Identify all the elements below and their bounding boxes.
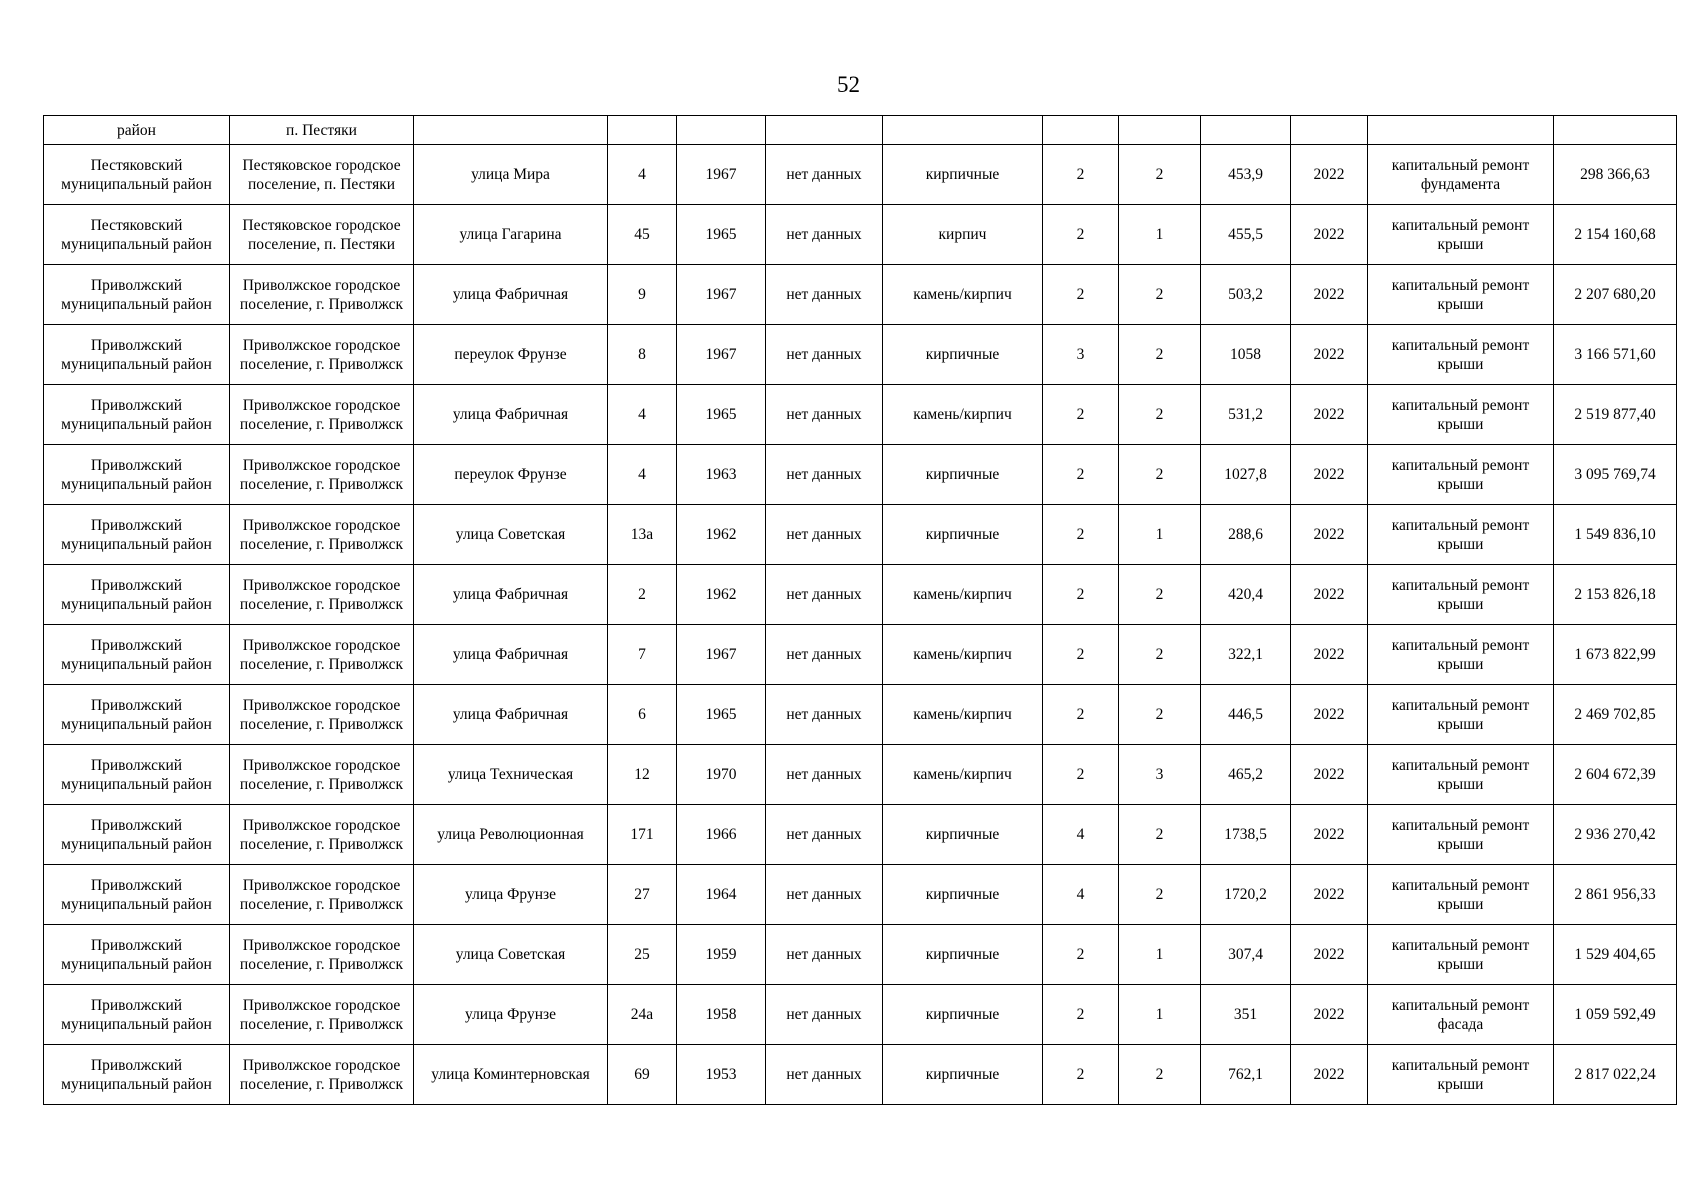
cell-area: 503,2 xyxy=(1201,265,1291,325)
cell-work: капитальный ремонт фундамента xyxy=(1368,145,1554,205)
cell-material: кирпичные xyxy=(883,865,1043,925)
cell-house: 171 xyxy=(608,805,677,865)
cell-plan-year: 2022 xyxy=(1291,745,1368,805)
cell-area: 1720,2 xyxy=(1201,865,1291,925)
table-row xyxy=(44,265,1677,325)
cell-entrances: 1 xyxy=(1119,505,1201,565)
table-row xyxy=(44,145,1677,205)
cell-cost: 3 166 571,60 xyxy=(1554,325,1677,385)
cell-entrances: 1 xyxy=(1119,925,1201,985)
cell-plan-year: 2022 xyxy=(1291,685,1368,745)
cell-cost: 2 604 672,39 xyxy=(1554,745,1677,805)
cell-house: 45 xyxy=(608,205,677,265)
cell-floors: 2 xyxy=(1043,925,1119,985)
cell-street: улица Фабричная xyxy=(414,385,608,445)
cell-street: улица Советская xyxy=(414,925,608,985)
cell-entrances: 1 xyxy=(1119,985,1201,1045)
cell-area: 420,4 xyxy=(1201,565,1291,625)
cell-year: 1964 xyxy=(677,865,766,925)
cell-floors: 2 xyxy=(1043,445,1119,505)
table-row xyxy=(44,505,1677,565)
cell-status: нет данных xyxy=(766,625,883,685)
cell-material: кирпичные xyxy=(883,145,1043,205)
cell-status: нет данных xyxy=(766,805,883,865)
cell-settlement: Приволжское городское поселение, г. Приволжск xyxy=(230,985,414,1045)
cell-house: 9 xyxy=(608,265,677,325)
cell-district: Приволжский муниципальный район xyxy=(44,505,230,565)
table-row xyxy=(44,445,1677,505)
cell-work: капитальный ремонт крыши xyxy=(1368,445,1554,505)
cell-work: капитальный ремонт крыши xyxy=(1368,265,1554,325)
cell-work: капитальный ремонт крыши xyxy=(1368,205,1554,265)
cell-plan-year: 2022 xyxy=(1291,205,1368,265)
cell-district: район xyxy=(44,116,230,145)
cell-work: капитальный ремонт крыши xyxy=(1368,625,1554,685)
cell-cost: 2 469 702,85 xyxy=(1554,685,1677,745)
cell-entrances: 2 xyxy=(1119,805,1201,865)
cell-area: 307,4 xyxy=(1201,925,1291,985)
cell-status: нет данных xyxy=(766,145,883,205)
cell-floors xyxy=(1043,116,1119,145)
cell-year: 1965 xyxy=(677,685,766,745)
cell-floors: 2 xyxy=(1043,505,1119,565)
cell-entrances: 2 xyxy=(1119,625,1201,685)
cell-street: улица Фабричная xyxy=(414,265,608,325)
cell-district: Приволжский муниципальный район xyxy=(44,385,230,445)
cell-area: 1027,8 xyxy=(1201,445,1291,505)
cell-area: 351 xyxy=(1201,985,1291,1045)
cell-settlement: Приволжское городское поселение, г. Приволжск xyxy=(230,1045,414,1105)
cell-district: Приволжский муниципальный район xyxy=(44,1045,230,1105)
cell-material: камень/кирпич xyxy=(883,265,1043,325)
cell-entrances: 2 xyxy=(1119,145,1201,205)
cell-floors: 2 xyxy=(1043,145,1119,205)
cell-settlement: Пестяковское городское поселение, п. Пестяки xyxy=(230,145,414,205)
cell-cost: 2 207 680,20 xyxy=(1554,265,1677,325)
cell-settlement: Приволжское городское поселение, г. Приволжск xyxy=(230,445,414,505)
table-row xyxy=(44,685,1677,745)
continuation-row xyxy=(44,116,1677,145)
cell-work: капитальный ремонт крыши xyxy=(1368,385,1554,445)
cell-status: нет данных xyxy=(766,985,883,1045)
cell-floors: 2 xyxy=(1043,265,1119,325)
cell-year: 1953 xyxy=(677,1045,766,1105)
cell-work xyxy=(1368,116,1554,145)
cell-material: камень/кирпич xyxy=(883,625,1043,685)
cell-cost: 2 153 826,18 xyxy=(1554,565,1677,625)
cell-year xyxy=(677,116,766,145)
cell-house: 4 xyxy=(608,385,677,445)
table-row xyxy=(44,805,1677,865)
cell-house xyxy=(608,116,677,145)
cell-house: 4 xyxy=(608,145,677,205)
table-row xyxy=(44,385,1677,445)
cell-work: капитальный ремонт крыши xyxy=(1368,325,1554,385)
cell-settlement: Приволжское городское поселение, г. Приволжск xyxy=(230,685,414,745)
cell-cost: 1 673 822,99 xyxy=(1554,625,1677,685)
cell-plan-year: 2022 xyxy=(1291,445,1368,505)
cell-house: 24а xyxy=(608,985,677,1045)
cell-entrances: 2 xyxy=(1119,325,1201,385)
cell-area: 762,1 xyxy=(1201,1045,1291,1105)
cell-material: кирпичные xyxy=(883,505,1043,565)
cell-plan-year: 2022 xyxy=(1291,805,1368,865)
cell-area: 453,9 xyxy=(1201,145,1291,205)
cell-status: нет данных xyxy=(766,325,883,385)
cell-settlement: Приволжское городское поселение, г. Приволжск xyxy=(230,805,414,865)
cell-area: 531,2 xyxy=(1201,385,1291,445)
cell-work: капитальный ремонт крыши xyxy=(1368,865,1554,925)
cell-street: улица Фабричная xyxy=(414,565,608,625)
cell-house: 27 xyxy=(608,865,677,925)
cell-settlement: Приволжское городское поселение, г. Приволжск xyxy=(230,865,414,925)
cell-area: 1058 xyxy=(1201,325,1291,385)
cell-house: 8 xyxy=(608,325,677,385)
cell-district: Приволжский муниципальный район xyxy=(44,745,230,805)
cell-year: 1967 xyxy=(677,325,766,385)
cell-plan-year: 2022 xyxy=(1291,325,1368,385)
cell-house: 4 xyxy=(608,445,677,505)
cell-plan-year: 2022 xyxy=(1291,985,1368,1045)
cell-status xyxy=(766,116,883,145)
cell-street: улица Коминтерновская xyxy=(414,1045,608,1105)
cell-street: улица Революционная xyxy=(414,805,608,865)
cell-status: нет данных xyxy=(766,205,883,265)
cell-district: Пестяковский муниципальный район xyxy=(44,145,230,205)
cell-floors: 2 xyxy=(1043,385,1119,445)
table-row xyxy=(44,925,1677,985)
cell-street: улица Гагарина xyxy=(414,205,608,265)
cell-year: 1967 xyxy=(677,265,766,325)
cell-settlement: Приволжское городское поселение, г. Приволжск xyxy=(230,385,414,445)
cell-work: капитальный ремонт крыши xyxy=(1368,745,1554,805)
cell-house: 6 xyxy=(608,685,677,745)
cell-status: нет данных xyxy=(766,685,883,745)
cell-cost: 2 154 160,68 xyxy=(1554,205,1677,265)
table-row xyxy=(44,625,1677,685)
cell-street: улица Фабричная xyxy=(414,625,608,685)
cell-material: кирпичные xyxy=(883,445,1043,505)
cell-cost: 2 936 270,42 xyxy=(1554,805,1677,865)
cell-status: нет данных xyxy=(766,745,883,805)
cell-settlement: п. Пестяки xyxy=(230,116,414,145)
cell-cost xyxy=(1554,116,1677,145)
table-row xyxy=(44,565,1677,625)
cell-street: переулок Фрунзе xyxy=(414,325,608,385)
cell-cost: 3 095 769,74 xyxy=(1554,445,1677,505)
cell-house: 25 xyxy=(608,925,677,985)
housing-repair-table xyxy=(43,115,1677,1105)
cell-material: кирпичные xyxy=(883,925,1043,985)
cell-district: Пестяковский муниципальный район xyxy=(44,205,230,265)
cell-area: 288,6 xyxy=(1201,505,1291,565)
cell-district: Приволжский муниципальный район xyxy=(44,985,230,1045)
cell-settlement: Пестяковское городское поселение, п. Пестяки xyxy=(230,205,414,265)
cell-plan-year: 2022 xyxy=(1291,385,1368,445)
table-row xyxy=(44,205,1677,265)
cell-plan-year: 2022 xyxy=(1291,505,1368,565)
cell-material: камень/кирпич xyxy=(883,745,1043,805)
table-row xyxy=(44,1045,1677,1105)
cell-plan-year: 2022 xyxy=(1291,145,1368,205)
cell-plan-year: 2022 xyxy=(1291,865,1368,925)
table-row xyxy=(44,745,1677,805)
cell-year: 1958 xyxy=(677,985,766,1045)
cell-street: улица Фрунзе xyxy=(414,985,608,1045)
cell-cost: 2 817 022,24 xyxy=(1554,1045,1677,1105)
cell-floors: 2 xyxy=(1043,565,1119,625)
cell-floors: 4 xyxy=(1043,865,1119,925)
cell-year: 1967 xyxy=(677,625,766,685)
cell-material xyxy=(883,116,1043,145)
cell-cost: 2 519 877,40 xyxy=(1554,385,1677,445)
cell-work: капитальный ремонт крыши xyxy=(1368,1045,1554,1105)
cell-year: 1959 xyxy=(677,925,766,985)
cell-status: нет данных xyxy=(766,385,883,445)
cell-floors: 4 xyxy=(1043,805,1119,865)
cell-settlement: Приволжское городское поселение, г. Приволжск xyxy=(230,625,414,685)
cell-house: 2 xyxy=(608,565,677,625)
cell-street: улица Советская xyxy=(414,505,608,565)
cell-house: 12 xyxy=(608,745,677,805)
cell-house: 13а xyxy=(608,505,677,565)
cell-area: 465,2 xyxy=(1201,745,1291,805)
cell-settlement: Приволжское городское поселение, г. Приволжск xyxy=(230,265,414,325)
cell-entrances: 2 xyxy=(1119,565,1201,625)
cell-area: 446,5 xyxy=(1201,685,1291,745)
table-row xyxy=(44,985,1677,1045)
table-row xyxy=(44,325,1677,385)
cell-material: кирпичные xyxy=(883,985,1043,1045)
cell-cost: 2 861 956,33 xyxy=(1554,865,1677,925)
cell-floors: 2 xyxy=(1043,685,1119,745)
cell-material: камень/кирпич xyxy=(883,565,1043,625)
cell-area: 455,5 xyxy=(1201,205,1291,265)
cell-plan-year: 2022 xyxy=(1291,565,1368,625)
cell-street: переулок Фрунзе xyxy=(414,445,608,505)
cell-plan-year: 2022 xyxy=(1291,1045,1368,1105)
cell-entrances: 2 xyxy=(1119,865,1201,925)
cell-entrances: 2 xyxy=(1119,385,1201,445)
cell-year: 1962 xyxy=(677,505,766,565)
cell-district: Приволжский муниципальный район xyxy=(44,685,230,745)
cell-district: Приволжский муниципальный район xyxy=(44,565,230,625)
cell-entrances: 3 xyxy=(1119,745,1201,805)
cell-status: нет данных xyxy=(766,925,883,985)
cell-floors: 2 xyxy=(1043,625,1119,685)
cell-status: нет данных xyxy=(766,445,883,505)
cell-material: камень/кирпич xyxy=(883,385,1043,445)
cell-plan-year xyxy=(1291,116,1368,145)
cell-house: 69 xyxy=(608,1045,677,1105)
cell-year: 1970 xyxy=(677,745,766,805)
cell-material: кирпичные xyxy=(883,1045,1043,1105)
cell-house: 7 xyxy=(608,625,677,685)
cell-work: капитальный ремонт крыши xyxy=(1368,505,1554,565)
cell-year: 1965 xyxy=(677,385,766,445)
table-body xyxy=(44,116,1677,1105)
cell-street xyxy=(414,116,608,145)
cell-year: 1966 xyxy=(677,805,766,865)
cell-entrances: 2 xyxy=(1119,1045,1201,1105)
cell-cost: 1 529 404,65 xyxy=(1554,925,1677,985)
cell-material: кирпичные xyxy=(883,805,1043,865)
cell-work: капитальный ремонт крыши xyxy=(1368,925,1554,985)
cell-status: нет данных xyxy=(766,1045,883,1105)
cell-material: кирпич xyxy=(883,205,1043,265)
cell-floors: 2 xyxy=(1043,745,1119,805)
cell-cost: 1 059 592,49 xyxy=(1554,985,1677,1045)
cell-district: Приволжский муниципальный район xyxy=(44,445,230,505)
cell-work: капитальный ремонт крыши xyxy=(1368,805,1554,865)
cell-street: улица Фрунзе xyxy=(414,865,608,925)
cell-floors: 2 xyxy=(1043,985,1119,1045)
cell-status: нет данных xyxy=(766,265,883,325)
cell-area: 322,1 xyxy=(1201,625,1291,685)
cell-settlement: Приволжское городское поселение, г. Приволжск xyxy=(230,565,414,625)
page-number: 52 xyxy=(837,72,860,97)
cell-work: капитальный ремонт крыши xyxy=(1368,565,1554,625)
cell-entrances: 1 xyxy=(1119,205,1201,265)
cell-settlement: Приволжское городское поселение, г. Приволжск xyxy=(230,325,414,385)
cell-status: нет данных xyxy=(766,505,883,565)
cell-entrances: 2 xyxy=(1119,265,1201,325)
cell-work: капитальный ремонт фасада xyxy=(1368,985,1554,1045)
cell-district: Приволжский муниципальный район xyxy=(44,805,230,865)
cell-district: Приволжский муниципальный район xyxy=(44,625,230,685)
cell-material: кирпичные xyxy=(883,325,1043,385)
cell-street: улица Техническая xyxy=(414,745,608,805)
cell-settlement: Приволжское городское поселение, г. Приволжск xyxy=(230,505,414,565)
cell-year: 1963 xyxy=(677,445,766,505)
cell-area xyxy=(1201,116,1291,145)
cell-plan-year: 2022 xyxy=(1291,625,1368,685)
cell-status: нет данных xyxy=(766,865,883,925)
cell-entrances xyxy=(1119,116,1201,145)
cell-settlement: Приволжское городское поселение, г. Приволжск xyxy=(230,925,414,985)
cell-district: Приволжский муниципальный район xyxy=(44,865,230,925)
cell-street: улица Фабричная xyxy=(414,685,608,745)
cell-floors: 2 xyxy=(1043,1045,1119,1105)
cell-work: капитальный ремонт крыши xyxy=(1368,685,1554,745)
cell-year: 1962 xyxy=(677,565,766,625)
cell-district: Приволжский муниципальный район xyxy=(44,265,230,325)
cell-status: нет данных xyxy=(766,565,883,625)
cell-cost: 1 549 836,10 xyxy=(1554,505,1677,565)
cell-area: 1738,5 xyxy=(1201,805,1291,865)
cell-material: камень/кирпич xyxy=(883,685,1043,745)
cell-plan-year: 2022 xyxy=(1291,265,1368,325)
cell-settlement: Приволжское городское поселение, г. Приволжск xyxy=(230,745,414,805)
cell-district: Приволжский муниципальный район xyxy=(44,925,230,985)
cell-entrances: 2 xyxy=(1119,685,1201,745)
cell-street: улица Мира xyxy=(414,145,608,205)
cell-entrances: 2 xyxy=(1119,445,1201,505)
cell-year: 1967 xyxy=(677,145,766,205)
cell-floors: 3 xyxy=(1043,325,1119,385)
cell-plan-year: 2022 xyxy=(1291,925,1368,985)
table-row xyxy=(44,865,1677,925)
cell-district: Приволжский муниципальный район xyxy=(44,325,230,385)
cell-cost: 298 366,63 xyxy=(1554,145,1677,205)
cell-floors: 2 xyxy=(1043,205,1119,265)
cell-year: 1965 xyxy=(677,205,766,265)
